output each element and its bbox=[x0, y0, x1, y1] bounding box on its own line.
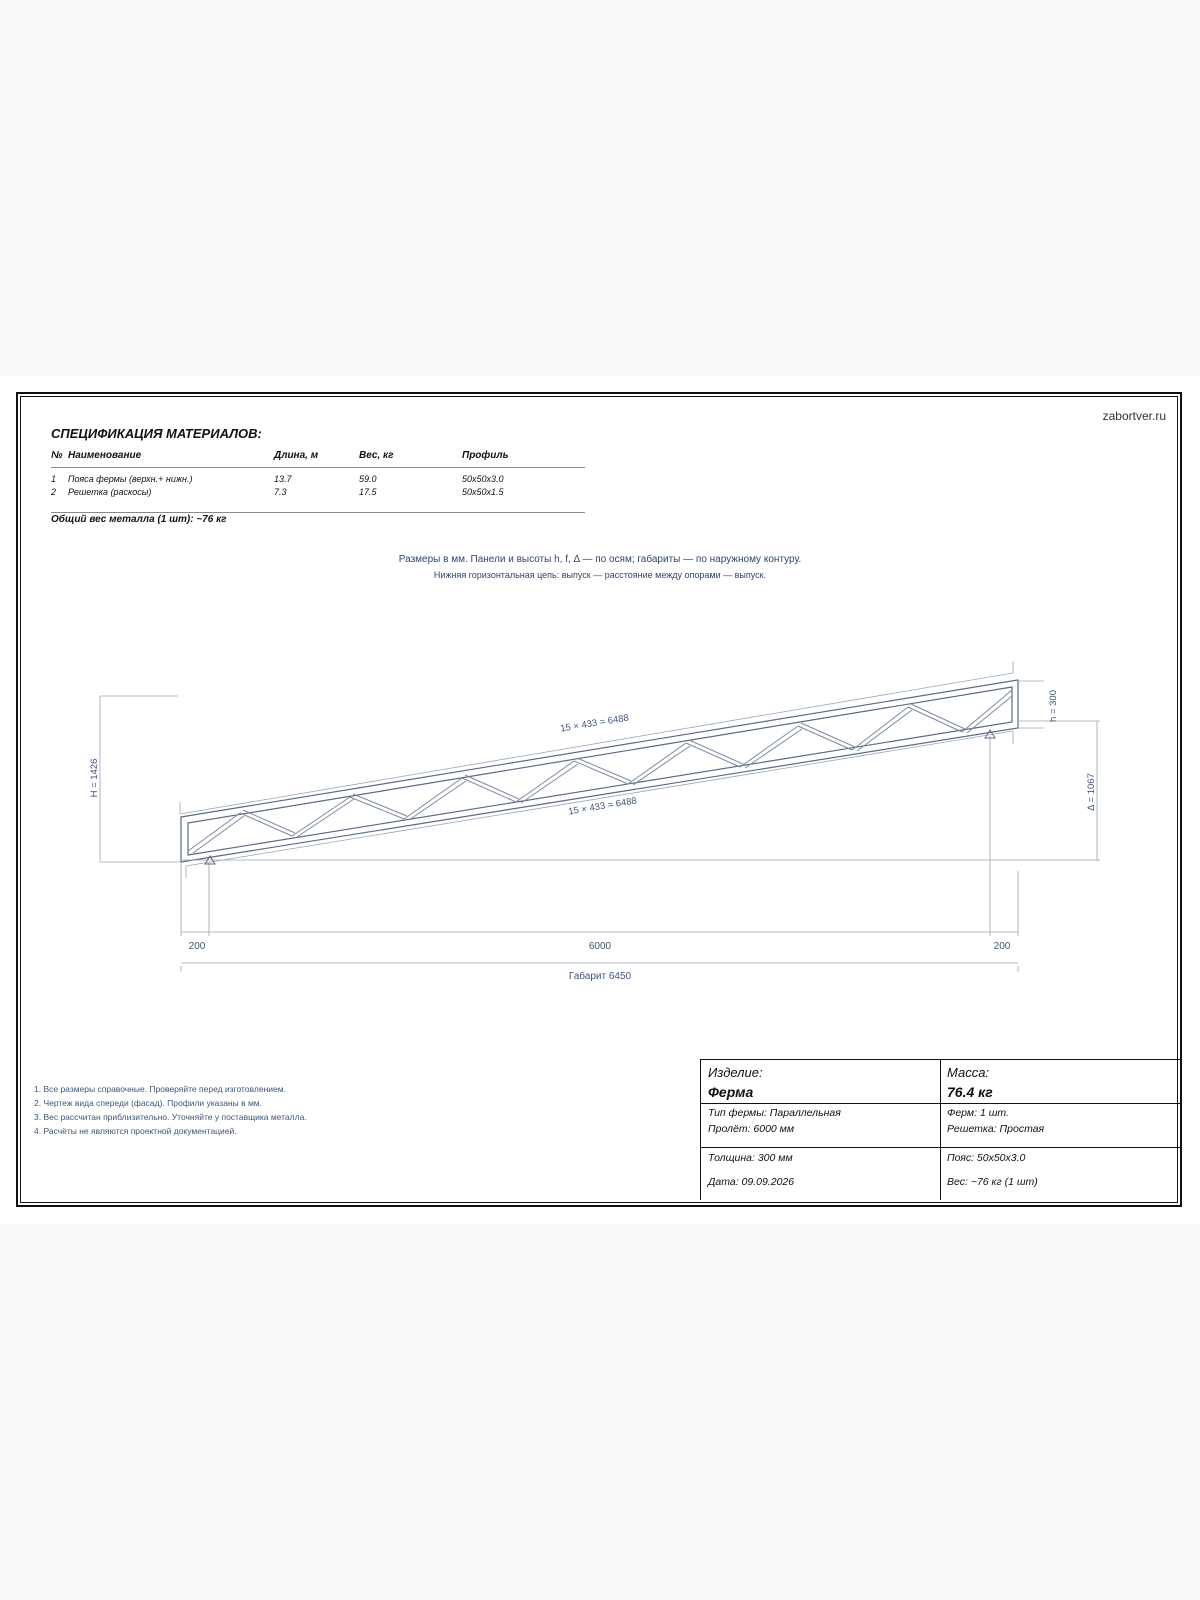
right-overhang-dimension: 200 bbox=[993, 941, 1011, 952]
title-block bbox=[700, 1059, 1180, 1200]
spec-cell: 50x50x3.0 bbox=[462, 474, 504, 484]
weight-value: Вес: ~76 кг (1 шт) bbox=[947, 1176, 1038, 1188]
remark-item: 4. Расчёты не являются проектной документацией. bbox=[34, 1126, 237, 1136]
spec-cell: Решетка (раскосы) bbox=[68, 487, 152, 497]
span-dimension: 6000 bbox=[588, 941, 612, 952]
remark-item: 2. Чертеж вида спереди (фасад). Профили указаны в мм. bbox=[34, 1098, 263, 1108]
spec-title: СПЕЦИФИКАЦИЯ МАТЕРИАЛОВ: bbox=[51, 426, 262, 441]
chord-profile: Пояс: 50x50x3.0 bbox=[947, 1152, 1026, 1164]
spec-header-number: № bbox=[51, 450, 63, 461]
spec-cell: 13.7 bbox=[274, 474, 292, 484]
spec-header-profile: Профиль bbox=[462, 450, 509, 461]
overall-dimension: Габарит 6450 bbox=[568, 971, 632, 982]
date-value: Дата: 09.09.2026 bbox=[708, 1176, 795, 1188]
title-block-rule bbox=[701, 1103, 1180, 1104]
product-value: Ферма bbox=[708, 1084, 754, 1100]
thickness-value: Толщина: 300 мм bbox=[708, 1152, 793, 1164]
left-overhang-dimension: 200 bbox=[188, 941, 206, 952]
total-height-dimension: H = 1426 bbox=[89, 758, 100, 798]
drawing-sheet bbox=[0, 376, 1200, 1224]
remarks-list bbox=[34, 1082, 307, 1138]
site-name: zabortver.ru bbox=[1102, 409, 1166, 423]
spec-cell: Пояса фермы (верхн.+ нижн.) bbox=[68, 474, 193, 484]
remark-item: 3. Вес рассчитан приблизительно. Уточняйте у поставщика металла. bbox=[34, 1112, 307, 1122]
truss-height-dimension: h = 300 bbox=[1048, 690, 1059, 722]
mass-label: Масса: bbox=[947, 1065, 990, 1080]
truss-count: Ферм: 1 шт. bbox=[947, 1107, 1009, 1119]
truss-type: Тип фермы: Параллельная bbox=[708, 1107, 841, 1119]
spec-cell: 59.0 bbox=[359, 474, 377, 484]
bottom-chord-dimension: 15 × 433 = 6488 bbox=[567, 795, 638, 818]
span-value: Пролёт: 6000 мм bbox=[708, 1123, 795, 1135]
delta-dimension: Δ = 1067 bbox=[1086, 773, 1097, 811]
title-block-divider bbox=[940, 1060, 941, 1200]
top-chord-dimension: 15 × 433 = 6488 bbox=[559, 712, 630, 735]
drawing-note-1: Размеры в мм. Панели и высоты h, f, Δ — по осям; габариты — по наружному контуру. bbox=[398, 554, 802, 565]
product-label: Изделие: bbox=[708, 1065, 763, 1080]
truss-outline bbox=[181, 680, 1018, 862]
spec-header-name: Наименование bbox=[68, 450, 142, 461]
truss-lattice bbox=[188, 690, 1012, 853]
title-block-rule bbox=[701, 1147, 1180, 1148]
remark-item: 1. Все размеры справочные. Проверяйте перед изготовлением. bbox=[34, 1084, 286, 1094]
spec-total-weight: Общий вес металла (1 шт): ~76 кг bbox=[51, 514, 227, 525]
drawing-note-2: Нижняя горизонтальная цепь: выпуск — расстояние между опорами — выпуск. bbox=[433, 570, 767, 580]
spec-cell: 7.3 bbox=[274, 487, 287, 497]
lattice-type: Решетка: Простая bbox=[947, 1123, 1045, 1135]
spec-cell: 17.5 bbox=[359, 487, 377, 497]
spec-cell: 50x50x1.5 bbox=[462, 487, 504, 497]
mass-value: 76.4 кг bbox=[947, 1084, 993, 1100]
spec-cell: 1 bbox=[51, 474, 57, 484]
spec-cell: 2 bbox=[51, 487, 57, 497]
dimension-lines bbox=[100, 661, 1100, 972]
spec-header-weight: Вес, кг bbox=[359, 450, 394, 461]
spec-header-length: Длина, м bbox=[274, 450, 319, 461]
